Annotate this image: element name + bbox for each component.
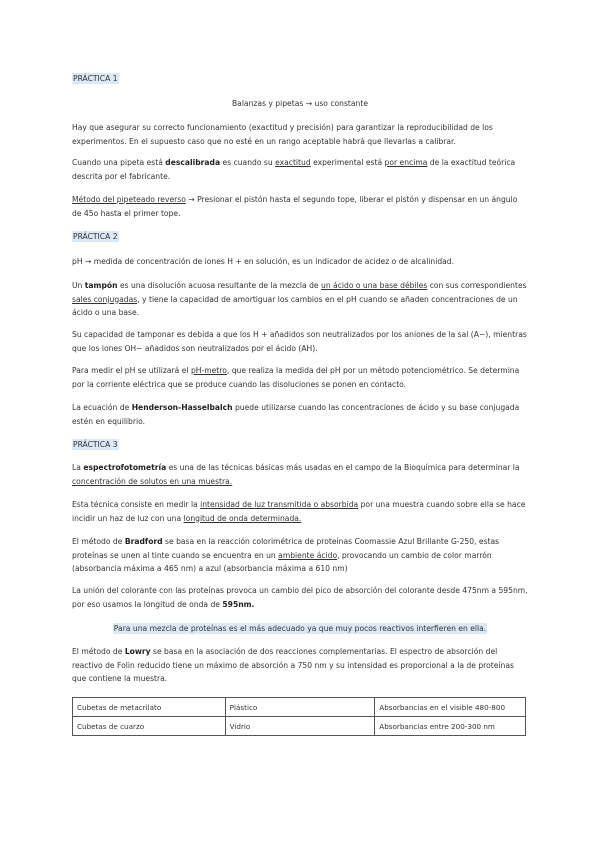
p2-paragraph-4: Para medir el pH se utilizará el pH-metro, que realiza la medida del pH por un método potenciométrico. Se determina por la corriente eléctrica que se produce cuando las disoluciones se ponen en contacto. (72, 366, 520, 389)
p3-paragraph-1: La espectrofotometría es una de las técnicas básicas más usadas en el campo de la Bioquímica para determinar la concentración de solutos en una muestra. (72, 463, 520, 486)
p1-paragraph-3: Método del pipeteado reverso → Presionar el pistón hasta el segundo tope, liberar el pistón y dispensar en un ángulo de 45o hasta el primer tope. (72, 195, 518, 218)
table-cell: Cubetas de cuarzo (73, 717, 226, 736)
p2-paragraph-3: Su capacidad de tamponar es debida a que los H + añadidos son neutralizados por los aniones de la sal (A−), mientras que los iones OH− añadidos son neutralizados por el ácido (AH). (72, 330, 527, 353)
table-cell: Absorbancias entre 200-300 nm (375, 717, 526, 736)
table-cell: Cubetas de metacrilato (73, 698, 226, 717)
p2-paragraph-1: pH → medida de concentración de iones H + en solución, es un indicador de acidez o de alcalinidad. (72, 257, 455, 266)
p1-paragraph-1: Hay que asegurar su correcto funcionamiento (exactitud y precisión) para garantizar la reproducibilidad de los experimentos. En el supuesto caso que no esté en un rango aceptable habrá que llevarlas a calibrar. (72, 123, 493, 146)
p2-paragraph-5: La ecuación de Henderson-Hasselbalch puede utilizarse cuando las concentraciones de ácido y su base conjugada estén en equilibrio. (72, 403, 520, 426)
p3-paragraph-5: El método de Lowry se basa en la asociación de dos reacciones complementarias. El espectro de absorción del reactivo de Folin reducido tiene un máximo de absorción a 750 nm y su intensidad es proporcional a la de proteínas que contiene la muestra. (72, 647, 514, 683)
section-heading-practica-2: PRÁCTICA 2 (73, 232, 118, 241)
p1-paragraph-2: Cuando una pipeta está descalibrada es cuando su exactitud experimental está por encima de la exactitud teórica descrita por el fabricante. (72, 158, 516, 181)
table-cell: Vidrio (225, 717, 375, 736)
p3-highlighted-note: Para una mezcla de proteínas es el más adecuado ya que muy pocos reactivos interfieren en ella. (113, 624, 487, 633)
p2-paragraph-2: Un tampón es una disolución acuosa resultante de la mezcla de un ácido o una base débiles con sus correspondientes sales conjugadas, y tiene la capacidad de amortiguar los cambios en el pH cuando se añaden concentraciones de un ácido o una base. (72, 281, 527, 317)
table-row (73, 698, 526, 717)
cuvette-table (72, 697, 526, 736)
p3-paragraph-4: La unión del colorante con las proteínas provoca un cambio del pico de absorción del colorante desde 475nm a 595nm, por eso usamos la longitud de onda de 595nm. (72, 586, 528, 609)
section-heading-practica-3: PRÁCTICA 3 (73, 440, 118, 449)
table-row (73, 717, 526, 736)
p3-paragraph-3: El método de Bradford se basa en la reacción colorimétrica de proteínas Coomassie Azul Brillante G-250, estas proteínas se unen al tinte cuando se encuentra en un ambiente ácido, provocando un cambio de color marrón (absorbancia máxima a 465 nm) a azul (absorbancia máxima a 610 nm) (72, 537, 500, 573)
table-cell: Absorbancias en el visible 480-800 (375, 698, 526, 717)
section-heading-practica-1: PRÁCTICA 1 (73, 74, 118, 83)
p3-paragraph-2: Esta técnica consiste en medir la intensidad de luz transmitida o absorbida por una muestra cuando sobre ella se hace incidir un haz de luz con una longitud de onda determinada. (72, 500, 526, 523)
p1-subtitle: Balanzas y pipetas → uso constante (231, 99, 369, 108)
table-cell: Plástico (225, 698, 375, 717)
